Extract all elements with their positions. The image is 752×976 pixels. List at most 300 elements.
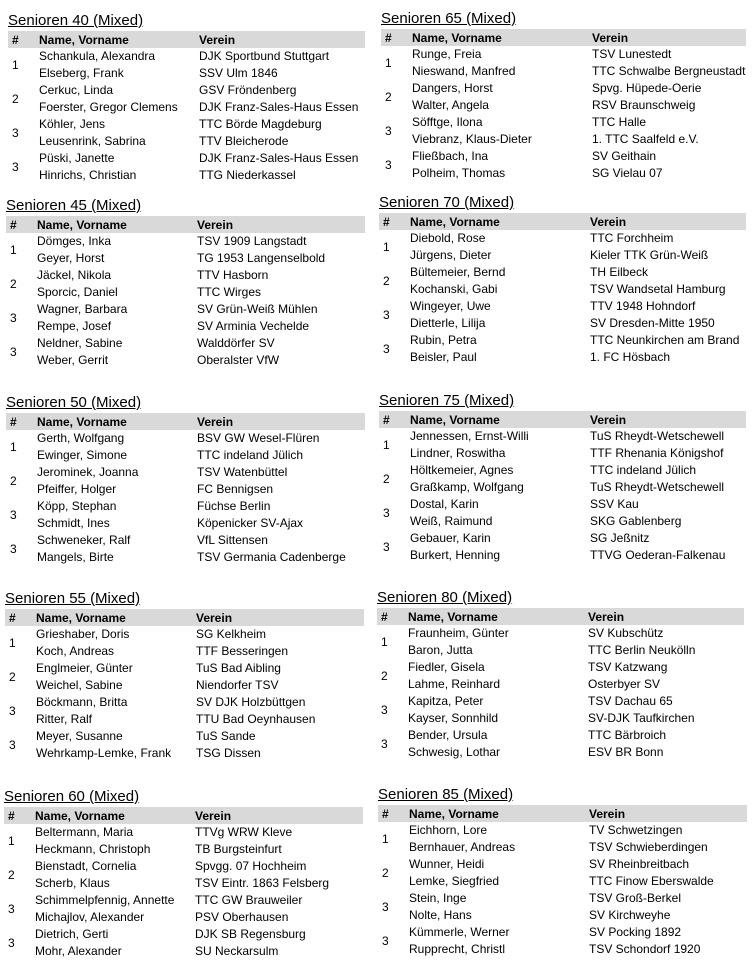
rank-cell: 3	[382, 899, 389, 914]
player-name: Söfftge, Ilona	[412, 115, 483, 129]
header-club: Verein	[586, 213, 746, 230]
player-club: Spvgg. 07 Hochheim	[195, 859, 307, 873]
player-club: BSV GW Wesel-Flüren	[197, 431, 320, 445]
player-club: TTC Neunkirchen am Brand	[590, 333, 740, 347]
player-name: Kapitza, Peter	[408, 694, 484, 708]
player-club: TTVg WRW Kleve	[195, 825, 293, 839]
header-club: Verein	[584, 608, 744, 625]
player-name: Weiß, Raimund	[410, 514, 493, 528]
rank-cell: 2	[9, 669, 16, 684]
player-name: Burkert, Henning	[410, 548, 501, 562]
player-club: SV Kirchweyhe	[589, 908, 671, 922]
player-club: RSV Braunschweig	[592, 98, 696, 112]
player-name: Dömges, Inka	[37, 234, 112, 248]
player-club: TTF Besseringen	[196, 644, 289, 658]
player-club: SV Geithain	[592, 149, 657, 163]
header-rank: #	[5, 609, 32, 626]
player-name: Jennessen, Ernst-Willi	[410, 429, 529, 443]
player-club: FC Bennigsen	[197, 482, 274, 496]
results-table	[378, 805, 747, 958]
table-row	[6, 233, 365, 250]
player-name: Püski, Janette	[39, 151, 115, 165]
rank-cell: 3	[10, 507, 17, 522]
table-row	[379, 247, 746, 264]
table-row	[381, 63, 746, 80]
player-name: Scherb, Klaus	[35, 876, 110, 890]
header-rank: #	[381, 29, 408, 46]
player-name: Fließbach, Ina	[412, 149, 489, 163]
rank-cell: 1	[10, 439, 17, 454]
table-row	[379, 462, 746, 479]
player-club: DJK Sportbund Stuttgart	[199, 49, 330, 63]
player-name: Lahme, Reinhard	[408, 677, 501, 691]
player-club: TSV Katzwang	[588, 660, 668, 674]
player-club: TTG Niederkassel	[199, 168, 296, 182]
table-header-row	[4, 807, 363, 824]
player-club: SG Vielau 07	[592, 166, 663, 180]
player-club: TSV Germania Cadenberge	[197, 550, 346, 564]
player-club: TTC indeland Jülich	[590, 463, 697, 477]
results-table	[379, 213, 746, 366]
rank-cell: 2	[8, 867, 15, 882]
table-row	[5, 711, 364, 728]
results-table	[6, 216, 365, 369]
table-row	[8, 65, 365, 82]
player-name: Nieswand, Manfred	[412, 64, 516, 78]
player-name: Walter, Angela	[412, 98, 489, 112]
header-name: Name, Vorname	[35, 31, 195, 48]
table-row	[381, 131, 746, 148]
player-name: Schankula, Alexandra	[39, 49, 156, 63]
player-club: TuS Rheydt-Wetschewell	[590, 480, 725, 494]
table-row	[5, 728, 364, 745]
player-name: Koch, Andreas	[36, 644, 115, 658]
table-row	[6, 532, 365, 549]
player-name: Wehrkamp-Lemke, Frank	[36, 746, 172, 760]
section-title: Senioren 65 (Mixed)	[381, 10, 517, 27]
header-rank: #	[8, 31, 35, 48]
rank-cell: 3	[383, 505, 390, 520]
header-name: Name, Vorname	[32, 609, 192, 626]
rank-cell: 3	[8, 901, 15, 916]
player-club: DJK SB Regensburg	[195, 927, 306, 941]
header-rank: #	[4, 807, 31, 824]
rank-cell: 2	[10, 473, 17, 488]
header-rank: #	[379, 411, 406, 428]
header-club: Verein	[193, 216, 365, 233]
player-club: SSV Ulm 1846	[199, 66, 278, 80]
results-table	[5, 609, 364, 762]
table-row	[378, 907, 747, 924]
section-4	[5, 590, 364, 762]
player-name: Rupprecht, Christl	[409, 942, 506, 956]
player-name: Meyer, Susanne	[36, 729, 123, 743]
table-row	[6, 498, 365, 515]
player-club: TTC Forchheim	[590, 231, 674, 245]
table-row	[379, 281, 746, 298]
player-club: TSV 1909 Langstadt	[197, 234, 307, 248]
table-row	[378, 873, 747, 890]
player-club: SKG Gablenberg	[590, 514, 682, 528]
player-club: TTV Hasborn	[197, 268, 269, 282]
player-name: Michajlov, Alexander	[35, 910, 145, 924]
player-club: TTV Bleicherode	[199, 134, 289, 148]
player-club: Niendorfer TSV	[196, 678, 279, 692]
rank-cell: 1	[382, 831, 389, 846]
table-row	[6, 549, 365, 566]
player-name: Beltermann, Maria	[35, 825, 134, 839]
player-name: Bernhauer, Andreas	[409, 840, 516, 854]
player-club: SG Jeßnitz	[590, 531, 650, 545]
results-table	[4, 807, 363, 960]
table-row	[6, 301, 365, 318]
table-header-row	[378, 805, 747, 822]
player-club: TSV Groß-Berkel	[589, 891, 682, 905]
player-name: Wingeyer, Uwe	[410, 299, 491, 313]
table-row	[6, 464, 365, 481]
section-9	[377, 589, 744, 761]
player-name: Geyer, Horst	[37, 251, 105, 265]
player-club: TTC Börde Magdeburg	[199, 117, 322, 131]
rank-cell: 3	[10, 310, 17, 325]
results-table	[377, 608, 744, 761]
table-header-row	[6, 216, 365, 233]
table-row	[5, 694, 364, 711]
table-row	[381, 46, 746, 63]
player-club: TG 1953 Langenselbold	[197, 251, 326, 265]
section-10	[378, 786, 747, 958]
player-club: TTC Schwalbe Bergneustadt	[592, 64, 746, 78]
table-row	[381, 114, 746, 131]
table-row	[377, 693, 744, 710]
player-name: Dangers, Horst	[412, 81, 493, 95]
header-name: Name, Vorname	[33, 216, 193, 233]
player-club: Walddörfer SV	[197, 336, 275, 350]
player-club: SV Pocking 1892	[589, 925, 682, 939]
table-row	[6, 318, 365, 335]
rank-cell: 2	[385, 89, 392, 104]
table-row	[379, 230, 746, 247]
table-row	[379, 445, 746, 462]
player-club: TSV Schondorf 1920	[589, 942, 701, 956]
table-row	[377, 659, 744, 676]
rank-cell: 3	[383, 539, 390, 554]
player-name: Elseberg, Frank	[39, 66, 124, 80]
table-row	[377, 727, 744, 744]
player-club: 1. FC Hösbach	[590, 350, 671, 364]
player-name: Wunner, Heidi	[409, 857, 485, 871]
table-row	[379, 264, 746, 281]
player-name: Polheim, Thomas	[412, 166, 506, 180]
header-name: Name, Vorname	[33, 413, 193, 430]
table-row	[379, 332, 746, 349]
table-header-row	[379, 213, 746, 230]
player-name: Gerth, Wolfgang	[37, 431, 125, 445]
player-club: 1. TTC Saalfeld e.V.	[592, 132, 699, 146]
player-name: Kümmerle, Werner	[409, 925, 510, 939]
rank-cell: 3	[383, 307, 390, 322]
player-club: Osterbyer SV	[588, 677, 661, 691]
player-name: Grieshaber, Doris	[36, 627, 130, 641]
player-name: Schwesig, Lothar	[408, 745, 501, 759]
player-club: TuS Rheydt-Wetschewell	[590, 429, 725, 443]
player-club: Kieler TTK Grün-Weiß	[590, 248, 709, 262]
section-2	[6, 197, 365, 369]
header-rank: #	[377, 608, 404, 625]
player-club: SV Dresden-Mitte 1950	[590, 316, 715, 330]
table-row	[377, 710, 744, 727]
player-club: SV-DJK Taufkirchen	[588, 711, 695, 725]
table-header-row	[379, 411, 746, 428]
player-club: TSG Dissen	[196, 746, 261, 760]
player-club: TH Eilbeck	[590, 265, 649, 279]
player-club: TTC Wirges	[197, 285, 261, 299]
player-club: SV Arminia Vechelde	[197, 319, 310, 333]
player-club: TSV Schwieberdingen	[589, 840, 708, 854]
player-name: Viebranz, Klaus-Dieter	[412, 132, 532, 146]
player-club: SSV Kau	[590, 497, 639, 511]
player-club: PSV Oberhausen	[195, 910, 289, 924]
player-name: Weichel, Sabine	[36, 678, 123, 692]
header-name: Name, Vorname	[406, 411, 586, 428]
player-club: ESV BR Bonn	[588, 745, 664, 759]
rank-cell: 3	[10, 541, 17, 556]
player-club: VfL Sittensen	[197, 533, 268, 547]
player-club: Spvg. Hüpede-Oerie	[592, 81, 702, 95]
section-title: Senioren 80 (Mixed)	[377, 589, 513, 606]
player-name: Beisler, Paul	[410, 350, 477, 364]
rank-cell: 3	[12, 125, 19, 140]
player-name: Pfeiffer, Holger	[37, 482, 117, 496]
player-name: Cerkuc, Linda	[39, 83, 114, 97]
table-row	[381, 80, 746, 97]
player-name: Leusenrink, Sabrina	[39, 134, 146, 148]
section-title: Senioren 70 (Mixed)	[379, 194, 515, 211]
section-title: Senioren 50 (Mixed)	[6, 394, 142, 411]
results-table	[381, 29, 746, 182]
rank-cell: 3	[381, 702, 388, 717]
player-name: Ewinger, Simone	[37, 448, 128, 462]
player-club: TTC Halle	[592, 115, 647, 129]
rank-cell: 2	[382, 865, 389, 880]
table-row	[379, 479, 746, 496]
rank-cell: 2	[12, 91, 19, 106]
header-rank: #	[378, 805, 405, 822]
header-name: Name, Vorname	[31, 807, 191, 824]
player-name: Rubin, Petra	[410, 333, 477, 347]
table-row	[6, 250, 365, 267]
header-club: Verein	[588, 29, 746, 46]
section-7	[379, 194, 746, 366]
table-row	[4, 892, 363, 909]
player-name: Eichhorn, Lore	[409, 823, 488, 837]
player-name: Dostal, Karin	[410, 497, 479, 511]
table-row	[4, 858, 363, 875]
table-row	[4, 841, 363, 858]
section-8	[379, 392, 746, 564]
player-club: TB Burgsteinfurt	[195, 842, 282, 856]
table-row	[379, 349, 746, 366]
player-name: Nolte, Hans	[409, 908, 472, 922]
player-name: Schimmelpfennig, Annette	[35, 893, 175, 907]
player-club: TSV Dachau 65	[588, 694, 673, 708]
table-row	[379, 513, 746, 530]
player-club: DJK Franz-Sales-Haus Essen	[199, 151, 359, 165]
player-name: Lemke, Siegfried	[409, 874, 500, 888]
table-header-row	[377, 608, 744, 625]
player-club: TSV Eintr. 1863 Felsberg	[195, 876, 330, 890]
rank-cell: 3	[10, 344, 17, 359]
player-name: Bültemeier, Bernd	[410, 265, 506, 279]
player-name: Fraunheim, Günter	[408, 626, 509, 640]
player-club: TTU Bad Oeynhausen	[196, 712, 316, 726]
rank-cell: 3	[8, 935, 15, 950]
player-club: TSV Watenbüttel	[197, 465, 288, 479]
player-name: Gebauer, Karin	[410, 531, 491, 545]
section-title: Senioren 75 (Mixed)	[379, 392, 515, 409]
table-header-row	[381, 29, 746, 46]
player-club: SV Grün-Weiß Mühlen	[197, 302, 318, 316]
table-row	[378, 822, 747, 839]
player-name: Wagner, Barbara	[37, 302, 128, 316]
table-row	[379, 496, 746, 513]
player-club: SV Kubschütz	[588, 626, 664, 640]
table-row	[377, 642, 744, 659]
results-table	[6, 413, 365, 566]
table-row	[379, 298, 746, 315]
table-row	[8, 133, 365, 150]
header-rank: #	[379, 213, 406, 230]
player-name: Kochanski, Gabi	[410, 282, 498, 296]
player-club: TTC Bärbroich	[588, 728, 667, 742]
table-row	[6, 284, 365, 301]
table-row	[6, 515, 365, 532]
rank-cell: 3	[9, 737, 16, 752]
rank-cell: 3	[382, 933, 389, 948]
table-row	[378, 839, 747, 856]
header-club: Verein	[195, 31, 365, 48]
player-club: TTV 1948 Hohndorf	[590, 299, 696, 313]
player-name: Höltkemeier, Agnes	[410, 463, 514, 477]
header-club: Verein	[586, 411, 746, 428]
section-1	[8, 12, 365, 184]
header-club: Verein	[193, 413, 365, 430]
table-row	[381, 97, 746, 114]
table-row	[4, 875, 363, 892]
header-club: Verein	[191, 807, 363, 824]
player-club: TSV Wandsetal Hamburg	[590, 282, 726, 296]
player-club: Köpenicker SV-Ajax	[197, 516, 304, 530]
player-club: SG Kelkheim	[196, 627, 267, 641]
header-name: Name, Vorname	[408, 29, 588, 46]
table-row	[5, 660, 364, 677]
player-name: Dietrich, Gerti	[35, 927, 109, 941]
player-name: Graßkamp, Wolfgang	[410, 480, 524, 494]
player-name: Neldner, Sabine	[37, 336, 123, 350]
header-club: Verein	[585, 805, 747, 822]
player-club: TTC indeland Jülich	[197, 448, 304, 462]
player-name: Schweneker, Ralf	[37, 533, 131, 547]
section-title: Senioren 60 (Mixed)	[4, 788, 140, 805]
rank-cell: 1	[8, 833, 15, 848]
table-row	[381, 148, 746, 165]
player-club: Oberalster VfW	[197, 353, 280, 367]
table-row	[379, 547, 746, 564]
table-row	[378, 941, 747, 958]
results-table	[379, 411, 746, 564]
table-row	[4, 909, 363, 926]
player-club: TTF Rhenania Königshof	[590, 446, 724, 460]
rank-cell: 1	[12, 57, 19, 72]
table-header-row	[5, 609, 364, 626]
player-name: Runge, Freia	[412, 47, 482, 61]
player-name: Köhler, Jens	[39, 117, 106, 131]
player-name: Bender, Ursula	[408, 728, 488, 742]
section-5	[4, 788, 363, 960]
table-row	[5, 643, 364, 660]
rank-cell: 2	[381, 668, 388, 683]
rank-cell: 2	[383, 273, 390, 288]
player-club: TuS Sande	[196, 729, 256, 743]
rank-cell: 3	[385, 123, 392, 138]
player-name: Stein, Inge	[409, 891, 467, 905]
player-club: TTC GW Brauweiler	[195, 893, 303, 907]
table-row	[4, 943, 363, 960]
table-row	[6, 267, 365, 284]
header-name: Name, Vorname	[405, 805, 585, 822]
player-name: Rempe, Josef	[37, 319, 112, 333]
rank-cell: 1	[385, 55, 392, 70]
table-row	[378, 924, 747, 941]
table-row	[381, 165, 746, 182]
player-name: Hinrichs, Christian	[39, 168, 137, 182]
player-name: Heckmann, Christoph	[35, 842, 151, 856]
player-name: Weber, Gerrit	[37, 353, 109, 367]
header-name: Name, Vorname	[406, 213, 586, 230]
table-row	[8, 48, 365, 65]
header-rank: #	[6, 413, 33, 430]
table-row	[8, 150, 365, 167]
player-club: SU Neckarsulm	[195, 944, 279, 958]
player-name: Fiedler, Gisela	[408, 660, 485, 674]
table-row	[6, 352, 365, 369]
rank-cell: 3	[383, 341, 390, 356]
table-row	[5, 626, 364, 643]
table-row	[6, 430, 365, 447]
player-name: Sporcic, Daniel	[37, 285, 118, 299]
player-name: Bienstadt, Cornelia	[35, 859, 137, 873]
player-name: Kayser, Sonnhild	[408, 711, 499, 725]
section-3	[6, 394, 365, 566]
player-club: TV Schwetzingen	[589, 823, 683, 837]
rank-cell: 1	[381, 634, 388, 649]
header-rank: #	[6, 216, 33, 233]
player-name: Jerominek, Joanna	[37, 465, 139, 479]
rank-cell: 3	[385, 157, 392, 172]
rank-cell: 3	[381, 736, 388, 751]
section-title: Senioren 85 (Mixed)	[378, 786, 514, 803]
table-row	[377, 676, 744, 693]
rank-cell: 2	[10, 276, 17, 291]
player-name: Schmidt, Ines	[37, 516, 110, 530]
table-row	[4, 926, 363, 943]
table-row	[8, 167, 365, 184]
player-name: Baron, Jutta	[408, 643, 473, 657]
player-club: DJK Franz-Sales-Haus Essen	[199, 100, 359, 114]
table-row	[378, 890, 747, 907]
player-club: TTC Berlin Neukölln	[588, 643, 696, 657]
rank-cell: 1	[383, 239, 390, 254]
